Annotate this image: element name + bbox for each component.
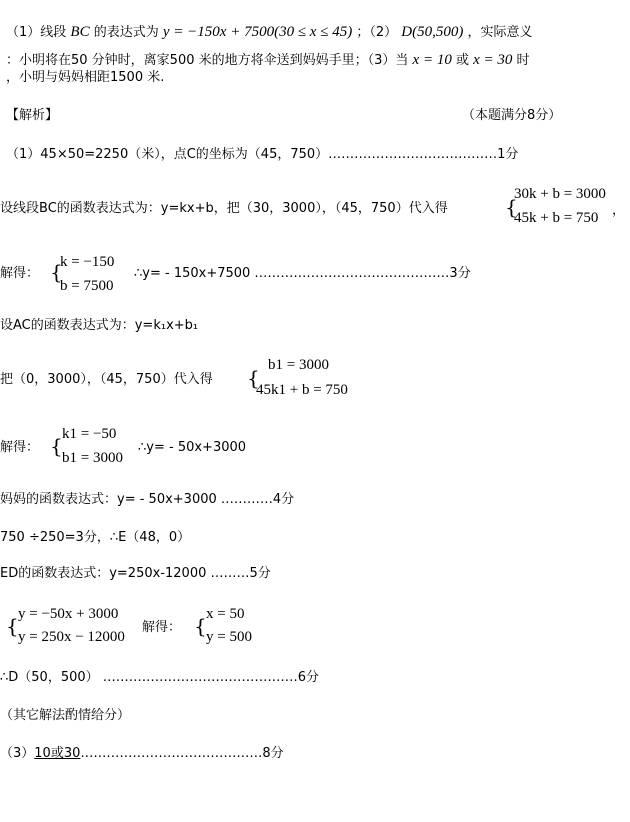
left-brace: { bbox=[247, 366, 260, 390]
system-equation: y = −50x + 3000 bbox=[18, 606, 119, 622]
step-13 bbox=[0, 746, 284, 762]
x-value-1: x = 10 bbox=[412, 52, 452, 68]
answer-text: ；（2） bbox=[356, 25, 398, 40]
solve-label: 解得： bbox=[142, 620, 182, 635]
segment-name: BC bbox=[70, 24, 90, 40]
system-equation: 45k + b = 750 bbox=[514, 210, 599, 226]
analysis-heading: 【解析】 bbox=[6, 108, 59, 123]
left-brace: { bbox=[505, 195, 518, 219]
step-8: 750 ÷250=3分，∴E（48，0） bbox=[0, 530, 191, 545]
result-line: ∴y= - 150x+7500 ………………………………………3分 bbox=[134, 266, 471, 281]
x-value-2: x = 30 bbox=[473, 52, 513, 68]
system-equation: 30k + b = 3000 bbox=[514, 186, 606, 202]
answer-text: 的表达式为 bbox=[93, 25, 159, 40]
system-equation: b1 = 3000 bbox=[268, 357, 329, 373]
step-7: 妈妈的函数表达式：y= - 50x+3000 …………4分 bbox=[0, 492, 295, 507]
left-brace: { bbox=[6, 614, 19, 638]
solution-line: k1 = −50 bbox=[62, 426, 117, 442]
step-1: （1）45×50=2250（米），点C的坐标为（45，750）…………………………………1分 bbox=[6, 147, 519, 162]
answer-part-label: （1）线段 bbox=[6, 25, 67, 40]
step-2: 设线段BC的函数表达式为：y=kx+b，把（30，3000），（45，750）代入得 bbox=[0, 201, 448, 216]
answer-text: ：小明将在50 分钟时，离家500 米的地方将伞送到妈妈手里；（3）当 bbox=[6, 53, 409, 68]
solution-line: y = 500 bbox=[206, 629, 252, 645]
solution-line: k = −150 bbox=[60, 254, 115, 270]
left-brace: { bbox=[50, 260, 63, 284]
step-5: 把（0，3000），（45，750）代入得 bbox=[0, 372, 213, 387]
final-answer: 10或30 bbox=[34, 746, 81, 761]
bc-expression: y = −150x + 7500(30 ≤ x ≤ 45) bbox=[162, 24, 353, 40]
left-brace: { bbox=[50, 434, 63, 458]
result-line: ∴y= - 50x+3000 bbox=[138, 440, 247, 455]
system-equation: y = 250x − 12000 bbox=[18, 629, 125, 645]
step-9: ED的函数表达式：y=250x-12000 ………5分 bbox=[0, 566, 271, 581]
solution-line: b1 = 3000 bbox=[62, 450, 123, 466]
step-4: 设AC的函数表达式为：y=k₁x+b₁ bbox=[0, 318, 199, 333]
point-d: D(50,500) bbox=[401, 24, 464, 40]
score-mark: ……………………………………8分 bbox=[80, 746, 284, 761]
part-label: （3） bbox=[0, 746, 35, 761]
answer-line-3 bbox=[6, 70, 164, 86]
left-brace: { bbox=[194, 614, 207, 638]
system-equation: 45k1 + b = 750 bbox=[256, 382, 348, 398]
solution-line: x = 50 bbox=[206, 606, 245, 622]
answer-line-2 bbox=[6, 52, 530, 69]
answer-text: 时 bbox=[516, 53, 530, 68]
answer-text: 或 bbox=[455, 53, 469, 68]
step-12: （其它解法酌情给分） bbox=[0, 708, 131, 723]
full-marks-note: （本题满分8分） bbox=[462, 108, 562, 123]
answer-text: ，实际意义 bbox=[467, 25, 533, 40]
solution-line: b = 7500 bbox=[60, 278, 114, 294]
comma: ， bbox=[612, 203, 626, 218]
answer-line-1 bbox=[6, 24, 532, 41]
step-11: ∴D（50，500） ………………………………………6分 bbox=[0, 670, 320, 685]
solve-label: 解得： bbox=[0, 440, 40, 455]
answer-text: ，小明与妈妈相距1500 米. bbox=[6, 70, 165, 85]
solve-label: 解得： bbox=[0, 266, 40, 281]
